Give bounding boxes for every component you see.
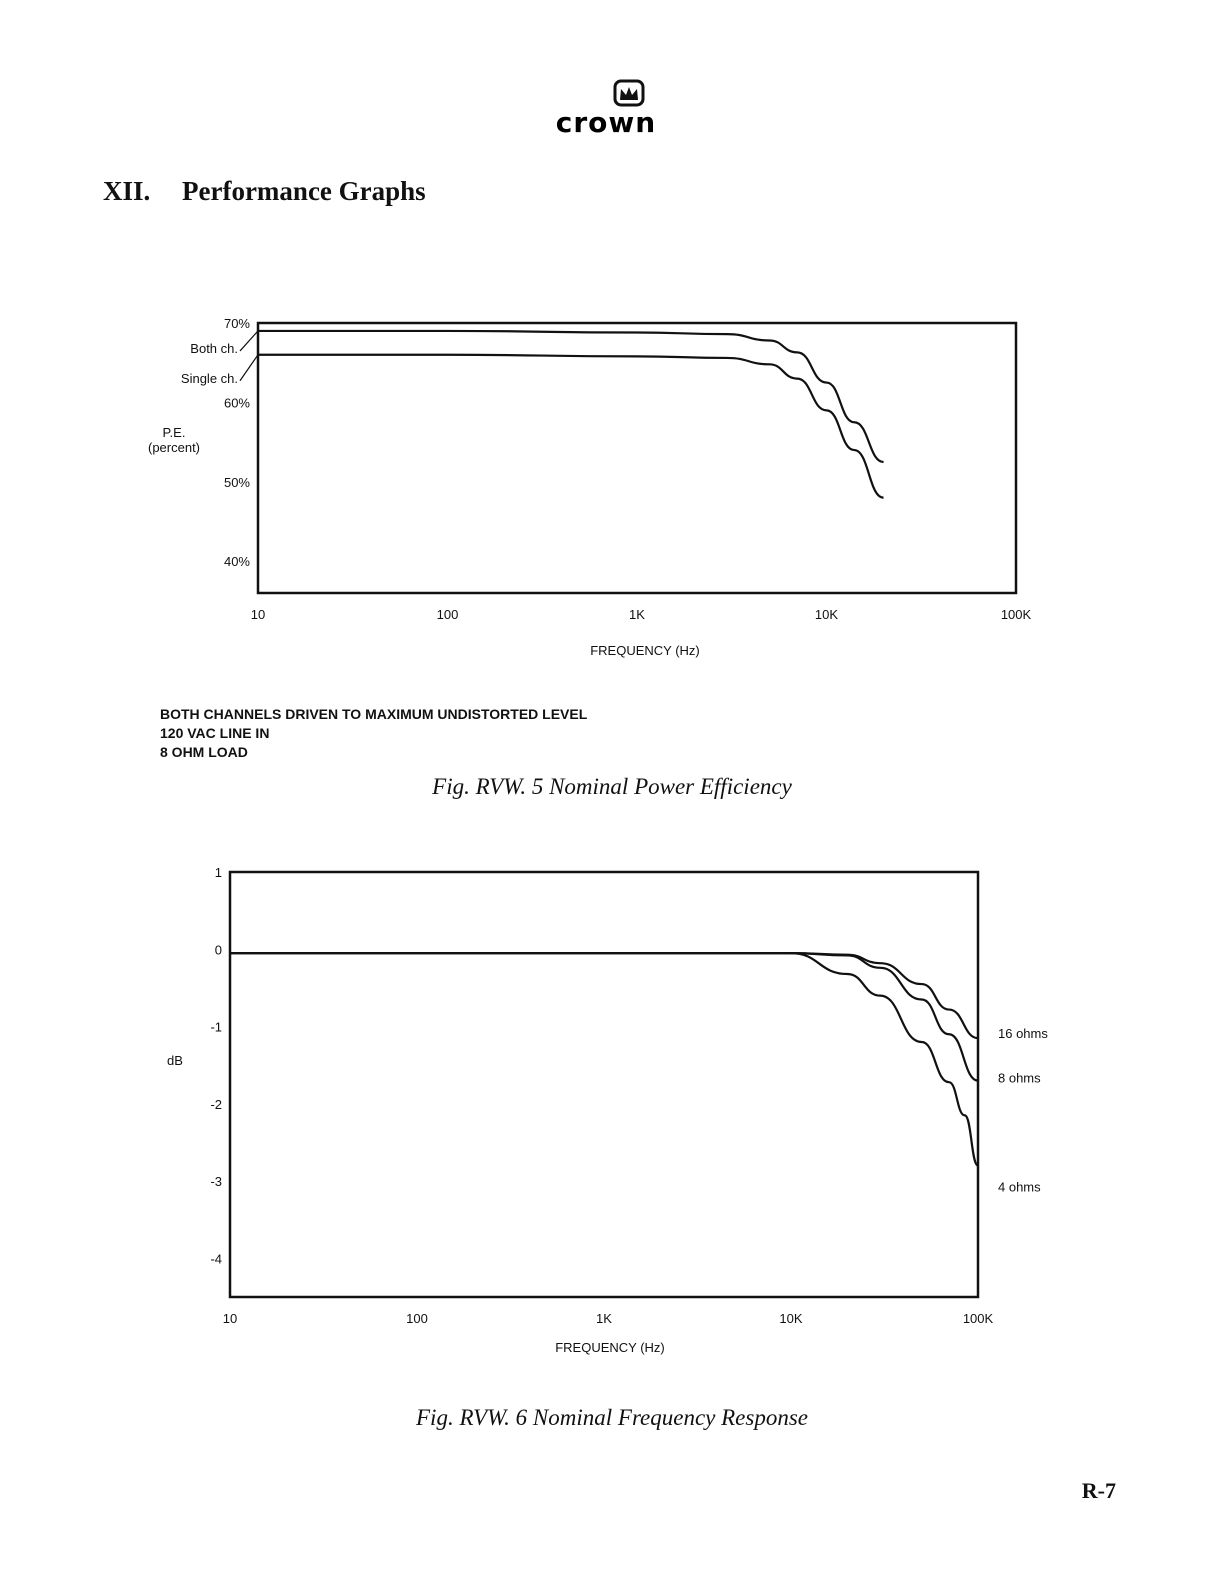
section-title — [103, 176, 426, 207]
series-label: 16 ohms — [998, 1026, 1048, 1042]
y-tick-label: 0 — [214, 942, 222, 958]
y-tick-label: -4 — [210, 1251, 222, 1267]
x-tick-label: 1K — [596, 1311, 612, 1326]
figure-caption: Fig. RVW. 6 Nominal Frequency Response — [416, 1405, 808, 1430]
x-tick-label: 100 — [436, 607, 459, 622]
series-label: 4 ohms — [998, 1179, 1041, 1195]
y-axis-label: dB — [167, 1053, 183, 1068]
x-tick-label: 10 — [222, 1311, 238, 1326]
frequency-response-chart — [0, 860, 1224, 1370]
crown-icon — [615, 81, 643, 105]
x-axis-label: FREQUENCY (Hz) — [590, 643, 700, 658]
note-line: 8 OHM LOAD — [160, 744, 248, 760]
test-conditions — [160, 705, 587, 762]
series-label: Both ch. — [190, 340, 238, 356]
series-leader-line — [240, 331, 258, 351]
figure-caption: Fig. RVW. 5 Nominal Power Efficiency — [432, 774, 792, 799]
y-axis-label-line: P.E. — [162, 425, 186, 440]
y-tick-label: 1 — [214, 865, 222, 880]
y-axis-label-line: (percent) — [147, 440, 201, 455]
note-line: 120 VAC LINE IN — [160, 725, 270, 741]
x-tick-label: 10K — [814, 607, 839, 622]
x-axis-label: FREQUENCY (Hz) — [555, 1340, 665, 1355]
x-tick-label: 10K — [779, 1311, 803, 1326]
series-line-8-ohms — [230, 953, 978, 1081]
y-tick-label: 60% — [223, 395, 250, 411]
series-line-single-ch — [258, 355, 884, 498]
series-label: Single ch. — [180, 370, 238, 386]
y-tick-label: -2 — [210, 1096, 222, 1112]
y-tick-label: -1 — [210, 1019, 222, 1035]
y-tick-label: -3 — [210, 1174, 222, 1190]
section-number: XII. — [103, 176, 151, 206]
page-number: R-7 — [1081, 1478, 1116, 1503]
x-tick-label: 10 — [250, 607, 266, 622]
plot-frame — [230, 872, 978, 1297]
series-leader-line — [240, 355, 258, 381]
y-tick-label: 40% — [223, 554, 250, 570]
note-line: BOTH CHANNELS DRIVEN TO MAXIMUM UNDISTORTED LEVEL — [160, 706, 588, 722]
series-line-both-ch — [258, 331, 884, 462]
series-line-4-ohms — [230, 953, 978, 1166]
x-tick-label: 100 — [406, 1311, 428, 1326]
y-axis-label — [148, 425, 200, 455]
section-title-text: Performance Graphs — [182, 176, 426, 206]
x-tick-label: 1K — [629, 607, 645, 622]
x-tick-label: 100K — [962, 1311, 994, 1326]
series-label: 8 ohms — [998, 1070, 1041, 1086]
y-tick-label: 50% — [223, 474, 250, 490]
crown-logo — [0, 70, 1224, 150]
logo-wordmark: crown — [555, 106, 657, 139]
y-tick-label: 70% — [223, 316, 250, 331]
x-tick-label: 100K — [1000, 607, 1032, 622]
series-line-16-ohms — [230, 953, 978, 1038]
plot-frame — [258, 323, 1016, 593]
power-efficiency-chart — [0, 290, 1224, 670]
